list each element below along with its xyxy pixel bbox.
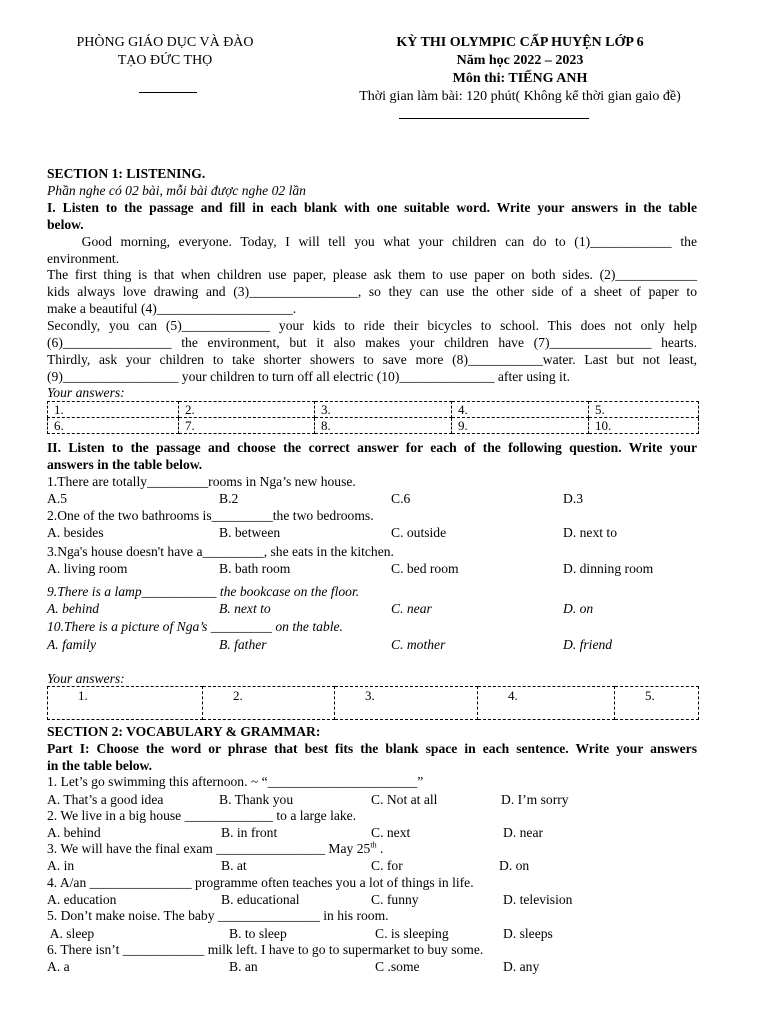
passage-line: environment. bbox=[47, 251, 120, 266]
part1-instruction: I. Listen to the passage and fill in each blank with one suitable word. Write your answers in the table bbox=[47, 200, 697, 215]
question-main: 3. We will have the final exam ________________ May 25 bbox=[47, 841, 371, 856]
option-b[interactable]: B. an bbox=[229, 959, 258, 974]
option-c[interactable]: C. outside bbox=[391, 525, 447, 540]
school-year: Năm học 2022 – 2023 bbox=[456, 53, 584, 68]
option-a[interactable]: A. That’s a good idea bbox=[47, 792, 164, 807]
option-a[interactable]: A. education bbox=[47, 892, 117, 907]
answer-cell[interactable]: 3. bbox=[335, 687, 478, 720]
option-c[interactable]: C. is sleeping bbox=[375, 926, 449, 941]
ordinal-suffix: th bbox=[370, 840, 377, 850]
part1-answers-label: Your answers: bbox=[47, 385, 125, 400]
option-b[interactable]: B. father bbox=[219, 637, 267, 652]
option-b[interactable]: B. next to bbox=[219, 601, 271, 616]
question-text: 3.Nga's house doesn't have a_________, she eats in the kitchen. bbox=[47, 544, 394, 559]
passage-line: The first thing is that when children use paper, please ask them to use paper on both sides. (2)____________ bbox=[47, 267, 697, 282]
section1-note: Phần nghe có 02 bài, mỗi bài được nghe 02 lần bbox=[47, 183, 306, 198]
exam-header bbox=[300, 34, 740, 106]
option-b[interactable]: B. between bbox=[219, 525, 281, 540]
answer-cell[interactable]: 7. bbox=[179, 418, 315, 434]
passage-line: Thirdly, ask your children to take shorter showers to save more (8)___________water. Last but not least, bbox=[47, 352, 697, 367]
exam-duration: Thời gian làm bài: 120 phút( Không kể thời gian gaio đề) bbox=[359, 89, 681, 104]
part2-answer-table bbox=[47, 686, 699, 720]
option-b[interactable]: B. Thank you bbox=[219, 792, 294, 807]
option-a[interactable]: A.5 bbox=[47, 491, 68, 506]
option-b[interactable]: B. at bbox=[221, 858, 247, 873]
answer-cell[interactable]: 5. bbox=[615, 687, 699, 720]
option-a[interactable]: A. family bbox=[47, 637, 97, 652]
answer-cell[interactable]: 6. bbox=[48, 418, 179, 434]
option-a[interactable]: A. behind bbox=[47, 601, 100, 616]
department-line-2: TẠO ĐỨC THỌ bbox=[117, 53, 213, 68]
option-c[interactable]: C.6 bbox=[391, 491, 411, 506]
option-d[interactable]: D. dinning room bbox=[563, 561, 654, 576]
part1-answer-table bbox=[47, 401, 699, 434]
option-c[interactable]: C. next bbox=[371, 825, 411, 840]
option-d[interactable]: D. friend bbox=[563, 637, 613, 652]
answer-cell[interactable]: 1. bbox=[48, 402, 179, 418]
option-a[interactable]: A. besides bbox=[47, 525, 104, 540]
passage-line: kids always love drawing and (3)________________, so they can use the other side of a sheet of paper to bbox=[47, 284, 697, 299]
option-c[interactable]: C. for bbox=[371, 858, 403, 873]
question-text: 2.One of the two bathrooms is_________the two bedrooms. bbox=[47, 508, 374, 523]
option-d[interactable]: D. television bbox=[503, 892, 573, 907]
passage-line: Secondly, you can (5)_____________ your kids to ride their bicycles to school. This does not only help bbox=[47, 318, 697, 333]
option-c[interactable]: C. Not at all bbox=[371, 792, 438, 807]
part1-instruction-cont: below. bbox=[47, 217, 84, 232]
option-c[interactable]: C. bed room bbox=[391, 561, 459, 576]
option-a[interactable]: A. behind bbox=[47, 825, 101, 840]
header-right-rule bbox=[399, 118, 589, 119]
option-b[interactable]: B.2 bbox=[219, 491, 239, 506]
answer-cell[interactable]: 10. bbox=[589, 418, 699, 434]
question-tail: . bbox=[376, 841, 384, 856]
option-c[interactable]: C. near bbox=[391, 601, 432, 616]
part2-answers-label: Your answers: bbox=[47, 671, 125, 686]
answer-cell[interactable]: 1. bbox=[48, 687, 203, 720]
question-text: 4. A/an _______________ programme often teaches you a lot of things in life. bbox=[47, 875, 474, 890]
question-text bbox=[47, 840, 383, 857]
option-d[interactable]: D. I’m sorry bbox=[501, 792, 569, 807]
option-d[interactable]: D. near bbox=[503, 825, 544, 840]
question-text: 1. Let’s go swimming this afternoon. ~ “______________________” bbox=[47, 774, 424, 789]
option-a[interactable]: A. living room bbox=[47, 561, 128, 576]
answer-cell[interactable]: 2. bbox=[179, 402, 315, 418]
question-text: 6. There isn’t ____________ milk left. I have to go to supermarket to buy some. bbox=[47, 942, 484, 957]
part2-instruction: II. Listen to the passage and choose the correct answer for each of the following question. Write your bbox=[47, 440, 697, 455]
answer-cell[interactable]: 4. bbox=[478, 687, 615, 720]
question-text: 10.There is a picture of Nga’s _________ on the table. bbox=[47, 619, 343, 634]
option-a[interactable]: A. sleep bbox=[47, 926, 95, 941]
answer-cell[interactable]: 5. bbox=[589, 402, 699, 418]
answer-cell[interactable]: 2. bbox=[203, 687, 335, 720]
option-b[interactable]: B. bath room bbox=[219, 561, 291, 576]
option-c[interactable]: C. funny bbox=[371, 892, 419, 907]
answer-cell[interactable]: 4. bbox=[452, 402, 589, 418]
department-header bbox=[40, 34, 290, 70]
section1-title: SECTION 1: LISTENING. bbox=[47, 166, 206, 181]
option-a[interactable]: A. in bbox=[47, 858, 75, 873]
passage-line: make a beautiful (4)____________________. bbox=[47, 301, 297, 316]
option-d[interactable]: D. sleeps bbox=[503, 926, 553, 941]
option-d[interactable]: D. next to bbox=[563, 525, 617, 540]
passage-line: Good morning, everyone. Today, I will tell you what your children can do to (1)____________ the bbox=[47, 234, 697, 249]
table-row bbox=[48, 402, 699, 418]
question-text: 2. We live in a big house _____________ to a large lake. bbox=[47, 808, 357, 823]
option-d[interactable]: D. on bbox=[563, 601, 594, 616]
option-d[interactable]: D.3 bbox=[563, 491, 584, 506]
question-text: 5. Don’t make noise. The baby _______________ in his room. bbox=[47, 908, 389, 923]
passage-line: (9)_________________ your children to turn off all electric (10)______________ after using it. bbox=[47, 369, 571, 384]
question-text: 1.There are totally_________rooms in Nga’s new house. bbox=[47, 474, 356, 489]
option-c[interactable]: C .some bbox=[375, 959, 420, 974]
question-text: 9.There is a lamp___________ the bookcase on the floor. bbox=[47, 584, 360, 599]
answer-cell[interactable]: 9. bbox=[452, 418, 589, 434]
option-b[interactable]: B. in front bbox=[221, 825, 278, 840]
answer-cell[interactable]: 3. bbox=[315, 402, 452, 418]
section2-title: SECTION 2: VOCABULARY & GRAMMAR: bbox=[47, 724, 321, 739]
section2-part1-instruction: Part I: Choose the word or phrase that best fits the blank space in each sentence. Write your answers bbox=[47, 741, 697, 756]
department-line-1: PHÒNG GIÁO DỤC VÀ ĐÀO bbox=[76, 35, 254, 50]
part2-instruction-cont: answers in the table below. bbox=[47, 457, 203, 472]
option-c[interactable]: C. mother bbox=[391, 637, 446, 652]
table-row bbox=[48, 418, 699, 434]
option-a[interactable]: A. a bbox=[47, 959, 70, 974]
exam-title: KỲ THI OLYMPIC CẤP HUYỆN LỚP 6 bbox=[396, 35, 644, 50]
header-left-rule bbox=[139, 92, 197, 93]
exam-subject: Môn thi: TIẾNG ANH bbox=[452, 71, 588, 86]
section2-part1-instruction-cont: in the table below. bbox=[47, 758, 152, 773]
table-row bbox=[48, 687, 699, 720]
answer-cell[interactable]: 8. bbox=[315, 418, 452, 434]
option-b[interactable]: B. educational bbox=[221, 892, 300, 907]
option-d[interactable]: D. on bbox=[499, 858, 530, 873]
passage-line: (6)________________ the environment, but it also makes your children have (7)_______________ hearts. bbox=[47, 335, 697, 350]
option-d[interactable]: D. any bbox=[503, 959, 540, 974]
option-b[interactable]: B. to sleep bbox=[229, 926, 287, 941]
